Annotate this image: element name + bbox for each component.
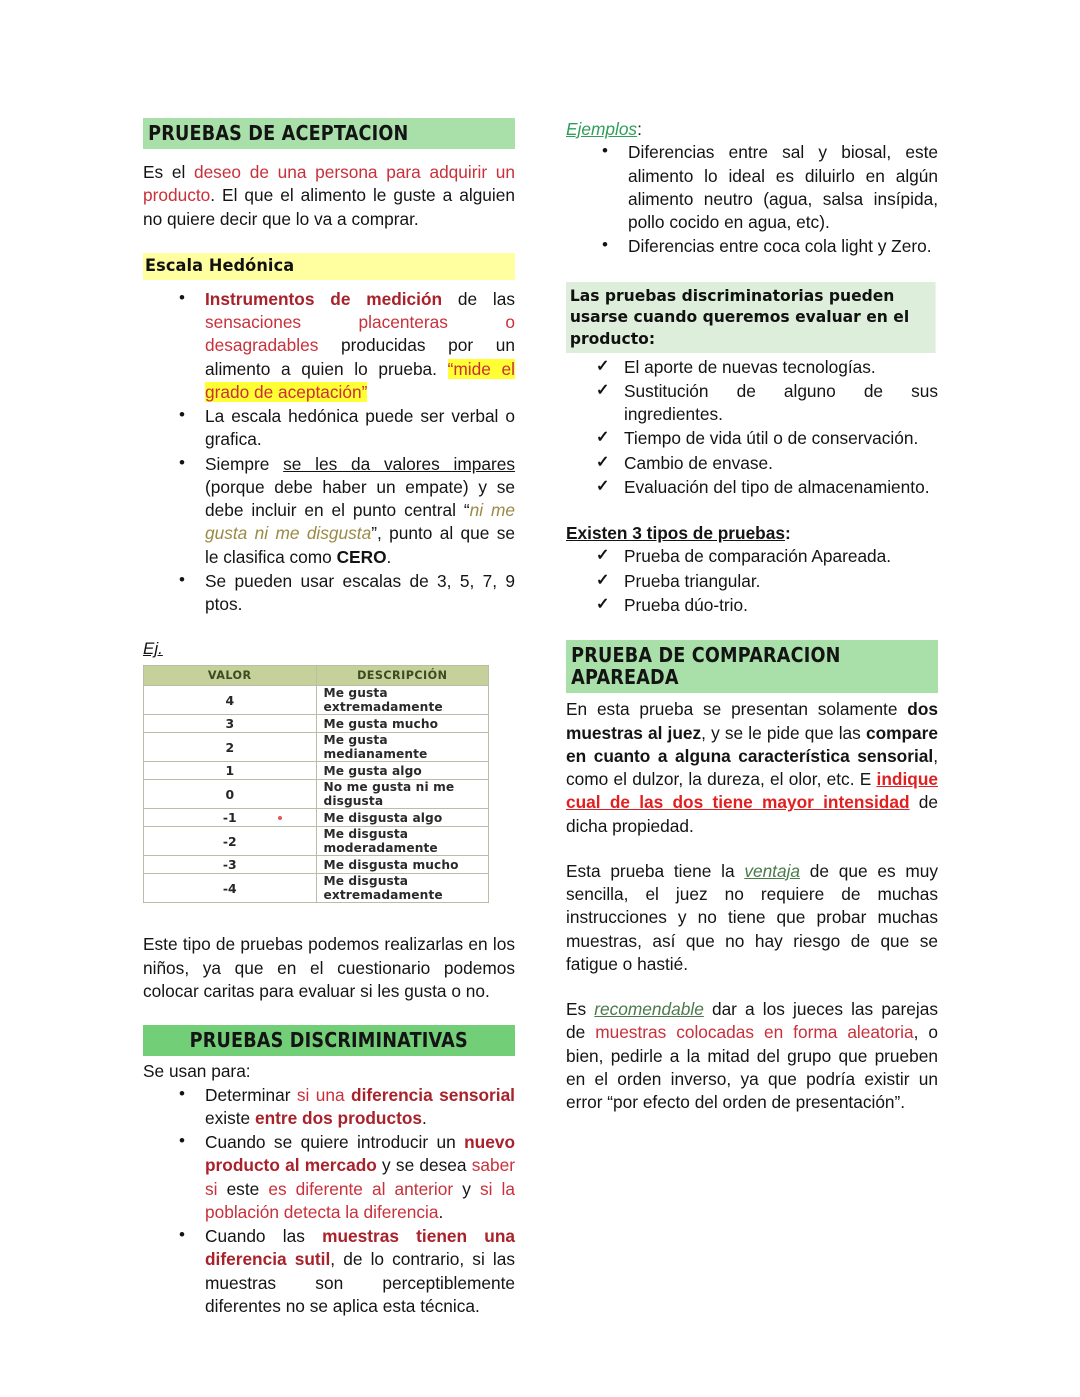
d2-t9: . <box>438 1201 444 1222</box>
table-row <box>144 686 489 715</box>
ap2-t3: de que es muy sencilla, el juez no requiere de muchas instrucciones y no tiene que probar muchas muestras, así que no hay riesgo de que se fatigue o hastié. <box>566 860 938 974</box>
ap1-t7: de dicha propiedad. <box>566 792 938 836</box>
cell-valor: 0 <box>144 780 317 809</box>
cell-valor-text: -1 <box>222 810 237 826</box>
ap1-t1: En esta prueba se presentan solamente <box>566 699 908 720</box>
subheading-escala-hedonica-text: Escala Hedónica <box>145 255 295 276</box>
list-item: ✓ El aporte de nuevas tecnologías. <box>566 356 938 379</box>
bullet3-cero: CERO <box>336 546 387 567</box>
cell-valor: -3 <box>144 856 317 874</box>
ap3-red: muestras colocadas en forma aleatoria <box>595 1022 914 1043</box>
list-item <box>143 453 515 569</box>
cell-descripcion: Me disgusta moderadamente <box>316 827 489 856</box>
list-item: • La escala hedónica puede ser verbal o grafica. <box>143 405 515 452</box>
heading-pruebas-aceptacion <box>143 118 515 149</box>
heading-prueba-comparacion-apareada-text: PRUEBA DE COMPARACION APAREADA <box>571 643 841 690</box>
table-header-row <box>144 666 489 686</box>
bullet3-t7: . <box>386 546 392 567</box>
list-usos-discriminatorias <box>566 356 938 500</box>
list-item: ✓ Prueba triangular. <box>566 570 938 593</box>
red-dot-marker <box>278 816 282 820</box>
cell-descripcion: No me gusta ni me disgusta <box>316 780 489 809</box>
cell-valor: -4 <box>144 874 317 903</box>
bullet3-t5: ”, punto al que se le clasifica como <box>205 523 515 567</box>
ejemplos-heading <box>566 118 938 141</box>
bullet3-underline: se les da valores impares <box>283 453 515 474</box>
ap1-bold-2: compare en cuanto a alguna característica sensorial <box>566 722 938 766</box>
intro-text-red: deseo de una persona para adquirir un producto <box>143 162 515 206</box>
cell-descripcion: Me disgusta algo <box>316 809 489 827</box>
d1-red-bold-2: entre dos productos <box>254 1107 423 1128</box>
ap3-t1: Es <box>566 999 595 1020</box>
bullet1-t4: producidas por un alimento a quien lo prueba. <box>205 335 515 379</box>
ap1-red-underline: indique cual de las dos tiene mayor intensidad <box>566 769 938 813</box>
ap1-bold-1: dos muestras al juez <box>566 699 938 743</box>
existen-tipos-heading <box>566 522 938 545</box>
d3-red-bold: muestras tienen una diferencia sutil <box>205 1226 516 1270</box>
list-item: ✓ Tiempo de vida útil o de conservación. <box>566 427 938 450</box>
d2-red-3: si la población detecta la diferencia <box>205 1178 516 1222</box>
list-item: • Diferencias entre coca cola light y Zero. <box>566 235 938 258</box>
table-row <box>144 856 489 874</box>
heading-pruebas-aceptacion-text: PRUEBAS DE ACEPTACION <box>148 121 409 145</box>
paragraph-intro-aceptacion <box>143 161 515 231</box>
list-item <box>143 1131 515 1224</box>
table-row <box>144 827 489 856</box>
green-highlight-block: Las pruebas discriminatorias pueden usarse cuando queremos evaluar en el producto: <box>566 282 935 353</box>
d2-t7: y <box>453 1178 480 1199</box>
d2-t5: este <box>217 1178 269 1199</box>
list-escala-hedonica <box>143 288 515 617</box>
bullet1-red: sensaciones placenteras o desagradables <box>205 312 515 356</box>
bullet1-t2: de las <box>442 288 516 309</box>
cell-descripcion: Me disgusta mucho <box>316 856 489 874</box>
table-row <box>144 809 489 827</box>
ejemplos-label: Ejemplos <box>566 119 638 139</box>
d2-t3: y se desea <box>376 1155 472 1176</box>
cell-descripcion: Me gusta algo <box>316 762 489 780</box>
paragraph-apareada-3 <box>566 998 938 1114</box>
d1-t6: . <box>422 1107 427 1128</box>
subheading-escala-hedonica <box>143 253 515 280</box>
list-item <box>143 288 515 404</box>
cell-valor: 3 <box>144 715 317 733</box>
d2-red-bold: nuevo producto al mercado <box>205 1132 515 1176</box>
ejemplos-colon: : <box>637 119 642 139</box>
d1-red-bold: diferencia sensorial <box>351 1084 515 1105</box>
intro-text-1: Es el <box>143 162 194 183</box>
list-item <box>143 1084 515 1131</box>
list-tipos-pruebas <box>566 545 938 617</box>
bullet3-olive-italic: ni me gusta ni me disgusta <box>205 500 515 544</box>
heading-pruebas-discriminativas-text: PRUEBAS DISCRIMINATIVAS <box>189 1028 469 1053</box>
se-usan-para-label: Se usan para: <box>143 1061 251 1082</box>
ap1-t5: , como el dulzor, la dureza, el olor, etc. E <box>566 745 938 790</box>
ap3-t5: , o bien, pedirle a la mitad del grupo que prueben en el orden inverso, ya que podría existir un error “por efecto del orden de presentación”. <box>566 1022 938 1113</box>
table-row <box>144 780 489 809</box>
cell-valor: 4 <box>144 686 317 715</box>
heading-prueba-comparacion-apareada <box>566 640 938 693</box>
example-label: Ej. <box>143 639 163 659</box>
list-item: ✓ Sustitución de alguno de sus ingredientes. <box>566 380 938 427</box>
cell-valor: 1 <box>144 762 317 780</box>
d3-t3: , de lo contrario, si las muestras son perceptiblemente diferentes no se aplica esta técnica. <box>205 1249 515 1316</box>
ap2-ventaja: ventaja <box>744 860 801 881</box>
list-item: ✓ Prueba dúo-trio. <box>566 594 938 617</box>
d2-red-2: es diferente al anterior <box>268 1178 454 1199</box>
list-item: ✓ Prueba de comparación Apareada. <box>566 545 938 568</box>
heading-pruebas-discriminativas <box>143 1025 515 1056</box>
cell-valor: -2 <box>144 827 317 856</box>
cell-descripcion: Me gusta mucho <box>316 715 489 733</box>
cell-valor: 2 <box>144 733 317 762</box>
paragraph-after-table: Este tipo de pruebas podemos realizarlas en los niños, ya que en el cuestionario podemos colocar caritas para evaluar si les gusta o no. <box>143 934 515 1001</box>
bullet1-bold-red: Instrumentos de medición <box>205 288 443 309</box>
d2-t1: Cuando se quiere introducir un <box>205 1132 465 1152</box>
bullet3-t3: (porque debe haber un empate) y se debe incluir en el punto central “ <box>205 476 515 521</box>
list-item: • Diferencias entre sal y biosal, este alimento lo ideal es diluirlo en algún alimento neutro (agua, salsa insípida, pollo cocido en agua, etc). <box>566 141 938 234</box>
cell-descripcion: Me disgusta extremadamente <box>316 874 489 903</box>
table-body <box>144 686 489 903</box>
column-header-valor: VALOR <box>144 666 317 686</box>
list-discriminativas <box>143 1084 515 1319</box>
ap2-t1: Esta prueba tiene la <box>566 860 745 881</box>
paragraph-apareada-2 <box>566 860 938 976</box>
table-row <box>144 874 489 903</box>
list-ejemplos <box>566 141 938 258</box>
cell-descripcion: Me gusta extremadamente <box>316 686 489 715</box>
cell-valor <box>144 809 317 827</box>
ap3-t3: dar a los jueces las parejas de <box>566 999 938 1043</box>
d1-t4: existe <box>205 1107 255 1128</box>
intro-text-3: . El que el alimento le guste a alguien no quiere decir que lo va a comprar. <box>143 185 515 229</box>
d3-t1: Cuando las <box>205 1226 323 1246</box>
cell-descripcion: Me gusta medianamente <box>316 733 489 762</box>
list-item: • Se pueden usar escalas de 3, 5, 7, 9 ptos. <box>143 570 515 617</box>
column-header-descripcion: DESCRIPCIÓN <box>316 666 489 686</box>
list-item: ✓ Evaluación del tipo de almacenamiento. <box>566 476 938 499</box>
list-item: ✓ Cambio de envase. <box>566 452 938 475</box>
left-column <box>143 118 515 1319</box>
bullet3-t1: Siempre <box>205 453 284 474</box>
bullet1-marked: “mide el grado de aceptación” <box>205 358 515 402</box>
ap3-recomendable: recomendable <box>594 999 704 1020</box>
table-row <box>144 733 489 762</box>
ap1-t3: , y se le pide que las <box>701 722 866 743</box>
table-row <box>144 762 489 780</box>
existen-colon: : <box>784 523 791 544</box>
paragraph-apareada-1 <box>566 698 938 838</box>
d2-red-1: saber si <box>205 1155 515 1199</box>
d1-t1: Determinar <box>205 1084 297 1105</box>
table-row <box>144 715 489 733</box>
right-column <box>566 118 938 1114</box>
list-item <box>143 1225 515 1318</box>
d1-red: si una <box>296 1084 352 1105</box>
hedonic-scale-table <box>143 665 489 903</box>
existen-label: Existen 3 tipos de pruebas <box>566 523 785 544</box>
